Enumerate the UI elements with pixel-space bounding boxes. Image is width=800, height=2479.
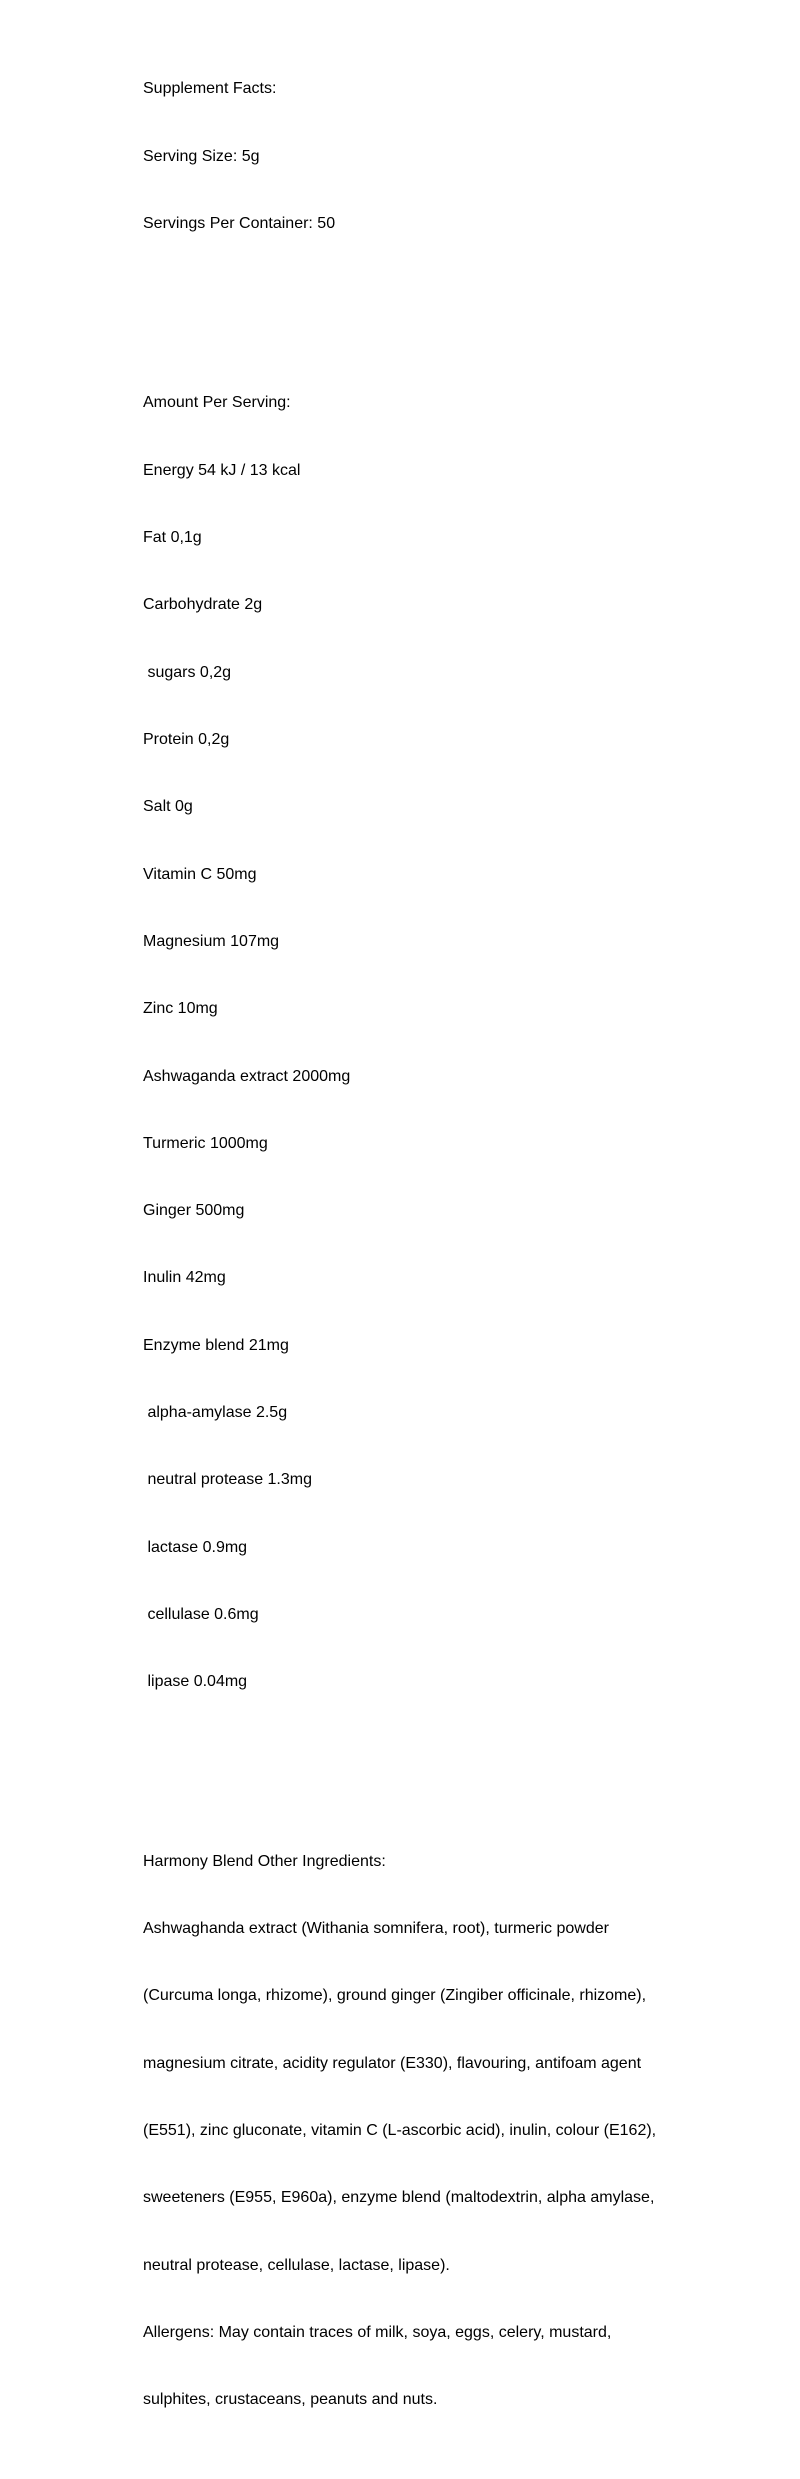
blank-line <box>143 1761 656 1783</box>
nutrient-line: cellulase 0.6mg <box>143 1606 259 1624</box>
nutrient-line: Ashwaganda extract 2000mg <box>143 1067 351 1085</box>
nutrient-line: Zinc 10mg <box>143 1000 218 1018</box>
nutrient-line: Enzyme blend 21mg <box>143 1336 289 1354</box>
nutrient-line: Inulin 42mg <box>143 1269 226 1287</box>
nutrient-line: Ginger 500mg <box>143 1202 245 1220</box>
nutrient-line: lactase 0.9mg <box>143 1538 248 1556</box>
ingredients-text-line: (E551), zinc gluconate, vitamin C (L-ascorbic acid), inulin, colour (E162), <box>143 2122 657 2140</box>
nutrient-line: Salt 0g <box>143 798 193 816</box>
servings-per-container-line: Servings Per Container: 50 <box>143 214 336 232</box>
nutrient-line: Magnesium 107mg <box>143 932 280 950</box>
serving-size-line: Serving Size: 5g <box>143 147 260 165</box>
blank-line <box>143 303 656 325</box>
ingredients-text-line: magnesium citrate, acidity regulator (E330), flavouring, antifoam agent <box>143 2054 642 2072</box>
nutrient-line: sugars 0,2g <box>143 663 232 681</box>
ingredients-text-line: (Curcuma longa, rhizome), ground ginger (Zingiber officinale, rhizome), <box>143 1987 647 2005</box>
ingredients-text-line: sweeteners (E955, E960a), enzyme blend (maltodextrin, alpha amylase, <box>143 2189 655 2207</box>
nutrient-line: Turmeric 1000mg <box>143 1134 268 1152</box>
other-ingredients-title: Harmony Blend Other Ingredients: <box>143 1852 386 1870</box>
ingredients-text-line: neutral protease, cellulase, lactase, lipase). <box>143 2256 450 2274</box>
nutrient-line: Vitamin C 50mg <box>143 865 257 883</box>
nutrient-line: alpha-amylase 2.5g <box>143 1404 288 1422</box>
nutrient-line: Energy 54 kJ / 13 kcal <box>143 461 301 479</box>
nutrient-line: Protein 0,2g <box>143 730 230 748</box>
supplement-facts-title: Supplement Facts: <box>143 80 277 98</box>
nutrient-line: lipase 0.04mg <box>143 1673 248 1691</box>
ingredients-text-line: Ashwaghanda extract (Withania somnifera, root), turmeric powder <box>143 1920 609 1938</box>
nutrient-line: Carbohydrate 2g <box>143 596 263 614</box>
supplement-facts-text-block <box>143 11 656 2479</box>
nutrient-line: neutral protease 1.3mg <box>143 1471 312 1489</box>
amount-per-serving-title: Amount Per Serving: <box>143 394 291 412</box>
nutrient-line: Fat 0,1g <box>143 529 202 547</box>
allergens-text-line: Allergens: May contain traces of milk, soya, eggs, celery, mustard, <box>143 2324 612 2342</box>
allergens-text-line: sulphites, crustaceans, peanuts and nuts. <box>143 2391 438 2409</box>
